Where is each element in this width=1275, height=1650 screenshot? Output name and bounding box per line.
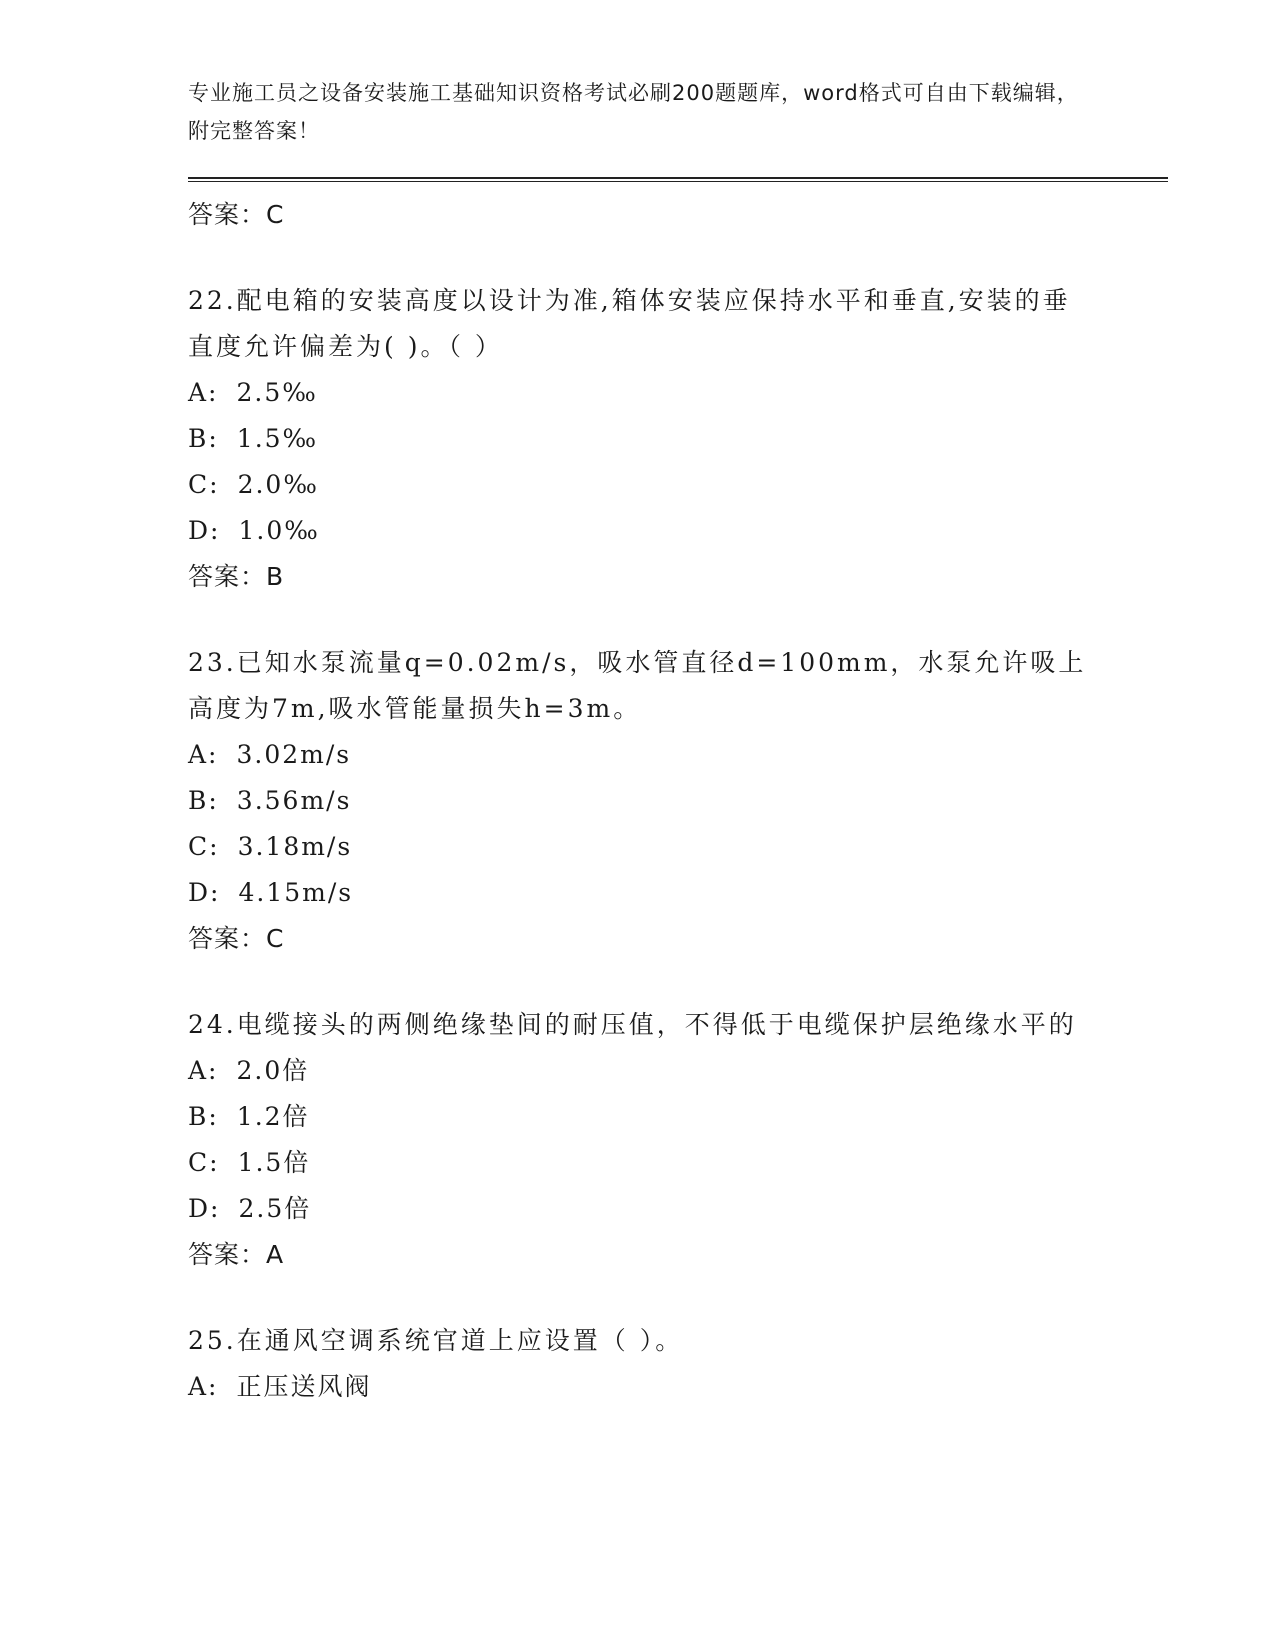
option-key: D: bbox=[188, 878, 221, 907]
option-key: A: bbox=[188, 1372, 219, 1401]
question-list bbox=[188, 192, 1088, 1410]
question-24-option-d bbox=[188, 1186, 1088, 1232]
option-value: 2.0倍 bbox=[236, 1056, 310, 1085]
question-24-option-c bbox=[188, 1140, 1088, 1186]
option-value: 1.2倍 bbox=[236, 1102, 310, 1131]
option-key: D: bbox=[188, 516, 221, 545]
question-22-answer: 答案：B bbox=[188, 562, 285, 591]
option-value: 2.5倍 bbox=[238, 1194, 312, 1223]
question-23-option-b bbox=[188, 778, 1088, 824]
question-22-option-c bbox=[188, 462, 1088, 508]
option-value: 1.0‰ bbox=[238, 516, 320, 545]
option-value: 3.56m/s bbox=[236, 786, 352, 815]
question-22-option-d bbox=[188, 508, 1088, 554]
option-key: A: bbox=[188, 1056, 219, 1085]
option-value: 4.15m/s bbox=[238, 878, 354, 907]
option-value: 1.5倍 bbox=[237, 1148, 311, 1177]
option-value: 1.5‰ bbox=[236, 424, 319, 453]
question-23-option-a bbox=[188, 732, 1088, 778]
option-value: 2.0‰ bbox=[237, 470, 319, 499]
question-25-text: 25.在通风空调系统官道上应设置（ ）。 bbox=[188, 1326, 684, 1355]
option-key: D: bbox=[188, 1194, 221, 1223]
option-key: B: bbox=[188, 424, 219, 453]
question-22-option-a bbox=[188, 370, 1088, 416]
question-24-option-a bbox=[188, 1048, 1088, 1094]
option-value: 2.5‰ bbox=[236, 378, 318, 407]
question-25-option-a bbox=[188, 1364, 1088, 1410]
option-value: 3.18m/s bbox=[237, 832, 353, 861]
question-24-answer: 答案：A bbox=[188, 1240, 285, 1269]
question-23-answer: 答案：C bbox=[188, 924, 285, 953]
option-key: A: bbox=[188, 740, 219, 769]
option-value: 正压送风阀 bbox=[236, 1372, 372, 1401]
option-key: B: bbox=[188, 1102, 219, 1131]
answer-prev: 答案：C bbox=[188, 200, 285, 229]
question-23-text: 23.已知水泵流量q=0.02m/s，吸水管直径d=100mm，水泵允许吸上高度为7m,吸水管能量损失h=3m。 bbox=[188, 648, 1087, 723]
option-key: A: bbox=[188, 378, 219, 407]
question-24-option-b bbox=[188, 1094, 1088, 1140]
question-22-option-b bbox=[188, 416, 1088, 462]
option-value: 3.02m/s bbox=[236, 740, 352, 769]
question-22-text: 22.配电箱的安装高度以设计为准,箱体安装应保持水平和垂直,安装的垂直度允许偏差为( )。（ ） bbox=[188, 286, 1071, 361]
option-key: B: bbox=[188, 786, 219, 815]
question-24-text: 24.电缆接头的两侧绝缘垫间的耐压值，不得低于电缆保护层绝缘水平的 bbox=[188, 1010, 1077, 1039]
option-key: C: bbox=[188, 1148, 220, 1177]
option-key: C: bbox=[188, 832, 220, 861]
header-divider bbox=[188, 177, 1168, 182]
option-key: C: bbox=[188, 470, 220, 499]
question-23-option-d bbox=[188, 870, 1088, 916]
question-23-option-c bbox=[188, 824, 1088, 870]
document-header: 专业施工员之设备安装施工基础知识资格考试必刷200题题库，word格式可自由下载编辑，附完整答案！ bbox=[188, 81, 1079, 143]
